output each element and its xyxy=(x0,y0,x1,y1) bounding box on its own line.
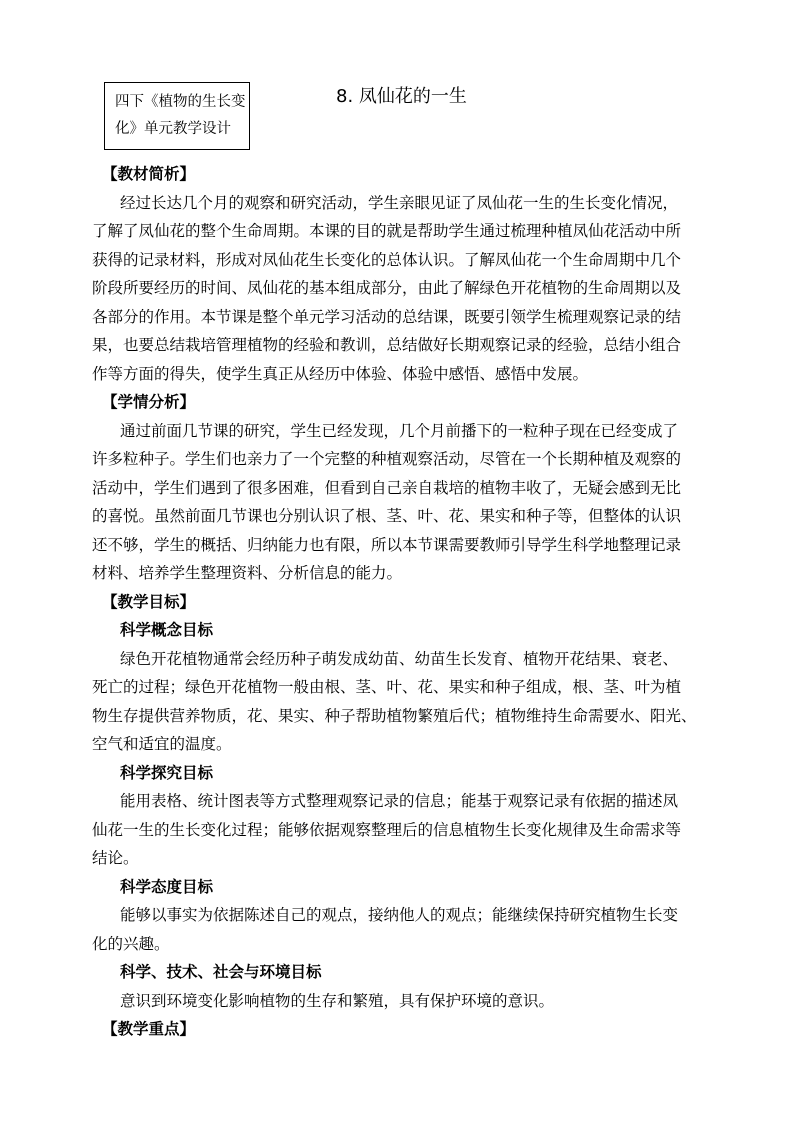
subheading-attitude-goals: 科学态度目标 xyxy=(120,877,214,896)
paragraph-line: 材料、培养学生整理资料、分析信息的能力。 xyxy=(92,564,403,582)
unit-label-line-2: 化》单元教学设计 xyxy=(115,121,231,137)
paragraph-line: 意识到环境变化影响植物的生存和繁殖，具有保护环境的意识。 xyxy=(120,991,555,1010)
paragraph-line: 获得的记录材料，形成对凤仙花生长变化的总体认识。了解凤仙花一个生命周期中几个 xyxy=(92,250,682,269)
sts-goals-paragraph xyxy=(92,987,710,1016)
paragraph-line: 了解了凤仙花的整个生命周期。本课的目的就是帮助学生通过梳理种植凤仙花活动中所 xyxy=(92,222,682,240)
paragraph-line: 死亡的过程；绿色开花植物一般由根、茎、叶、花、果实和种子组成，根、茎、叶为植 xyxy=(92,678,682,696)
paragraph-line: 绿色开花植物通常会经历种子萌发成幼苗、幼苗生长发育、植物开花结果、衰老、 xyxy=(120,649,679,668)
subheading-inquiry-goals: 科学探究目标 xyxy=(120,763,214,782)
paragraph-line: 的喜悦。虽然前面几节课也分别认识了根、茎、叶、花、果实和种子等，但整体的认识 xyxy=(92,507,682,525)
paragraph-line: 仙花一生的生长变化过程；能够依据观察整理后的信息植物生长变化规律及生命需求等 xyxy=(92,820,682,839)
subheading-sts-goals: 科学、技术、社会与环境目标 xyxy=(120,963,322,981)
paragraph-line: 各部分的作用。本节课是整个单元学习活动的总结课，既要引领学生梳理观察记录的结 xyxy=(92,307,682,326)
paragraph-line: 通过前面几节课的研究，学生已经发现，几个月前播下的一粒种子现在已经变成了 xyxy=(120,421,679,440)
section-heading-teaching-goals: 【教学目标】 xyxy=(102,592,196,611)
document-body xyxy=(92,160,710,1044)
paragraph-line: 结论。 xyxy=(92,849,139,867)
paragraph-line: 还不够，学生的概括、归纳能力也有限，所以本节课需要教师引导学生科学地整理记录 xyxy=(92,535,682,554)
paragraph-line: 能够以事实为依据陈述自己的观点，接纳他人的观点；能继续保持研究植物生长变 xyxy=(120,906,679,924)
subheading-concept-goals: 科学概念目标 xyxy=(120,621,214,639)
textbook-analysis-paragraph xyxy=(92,189,710,389)
paragraph-line: 作等方面的得失，使学生真正从经历中体验、体验中感悟、感悟中发展。 xyxy=(92,364,589,383)
paragraph-line: 化的兴趣。 xyxy=(92,934,170,953)
section-heading-textbook-analysis: 【教材简析】 xyxy=(102,165,196,183)
paragraph-line: 活动中，学生们遇到了很多困难，但看到自己亲自栽培的植物丰收了，无疑会感到无比 xyxy=(92,478,682,497)
paragraph-line: 经过长达几个月的观察和研究活动，学生亲眼见证了凤仙花一生的生长变化情况， xyxy=(120,193,679,212)
unit-label-box xyxy=(104,82,250,150)
inquiry-goals-paragraph xyxy=(92,787,710,873)
section-heading-student-analysis: 【学情分析】 xyxy=(102,393,196,411)
paragraph-line: 果，也要总结栽培管理植物的经验和教训，总结做好长期观察记录的经验，总结小组合 xyxy=(92,336,682,354)
paragraph-line: 空气和适宜的温度。 xyxy=(92,735,232,753)
paragraph-line: 能用表格、统计图表等方式整理观察记录的信息；能基于观察记录有依据的描述凤 xyxy=(120,792,679,810)
section-heading-key-points: 【教学重点】 xyxy=(102,1020,196,1038)
attitude-goals-paragraph xyxy=(92,901,710,958)
concept-goals-paragraph xyxy=(92,645,710,759)
student-analysis-paragraph xyxy=(92,417,710,588)
page-title: 8. 凤仙花的一生 xyxy=(336,86,467,107)
paragraph-line: 物生存提供营养物质，花、果实、种子帮助植物繁殖后代；植物维持生命需要水、阳光、 xyxy=(92,706,697,725)
paragraph-line: 阶段所要经历的时间、凤仙花的基本组成部分，由此了解绿色开花植物的生命周期以及 xyxy=(92,279,682,297)
paragraph-line: 许多粒种子。学生们也亲力了一个完整的种植观察活动，尽管在一个长期种植及观察的 xyxy=(92,450,682,468)
unit-label-line-1: 四下《植物的生长变 xyxy=(115,94,246,110)
